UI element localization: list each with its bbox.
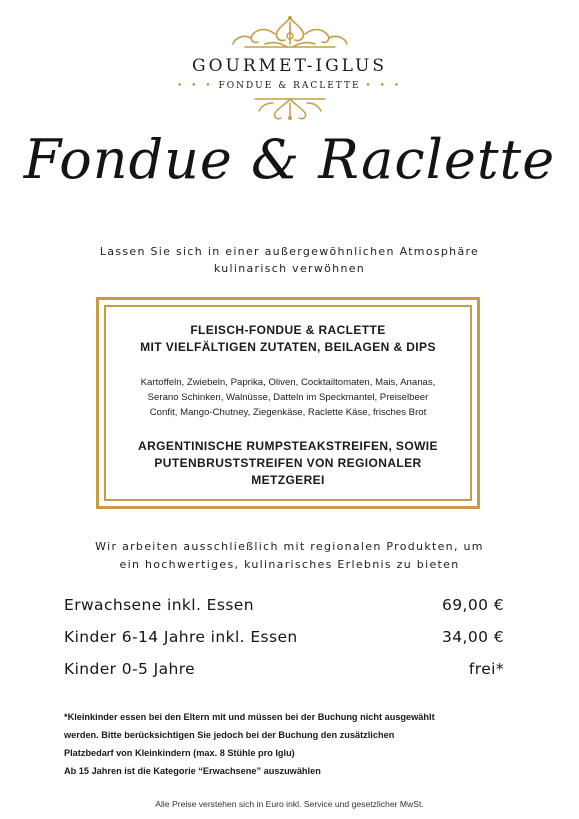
meat-line-3: METZGEREI — [251, 473, 325, 487]
ingredients-line-1: Kartoffeln, Zwiebeln, Paprika, Oliven, Cocktailtomaten, Mais, Ananas, — [140, 377, 436, 388]
footnote-line-4: Ab 15 Jahren ist die Kategorie “Erwachsene” auszuwählen — [64, 766, 321, 776]
dots-right: • • • — [365, 81, 403, 91]
logo-ornament-bottom — [0, 95, 579, 125]
crown-ornament-icon — [225, 14, 355, 54]
footnote-line-2: werden. Bitte berücksichtigen Sie jedoch bei der Buchung den zusätzlichen — [64, 730, 395, 740]
ingredients-line-3: Confit, Mango-Chutney, Ziegenkäse, Raclette Käse, frisches Brot — [149, 407, 427, 418]
brand-name: GOURMET-IGLUS — [192, 56, 387, 76]
logo-ornament-top — [0, 14, 579, 58]
menu-ingredients — [110, 375, 466, 420]
price-value: 34,00 € — [442, 628, 504, 646]
menu-heading-line-2: MIT VIELFÄLTIGEN ZUTATEN, BEILAGEN & DIPS — [140, 340, 436, 354]
meat-line-1: ARGENTINISCHE RUMPSTEAKSTREIFEN, SOWIE — [138, 439, 438, 453]
price-disclaimer: Alle Preise verstehen sich in Euro inkl. Service und gesetzlicher MwSt. — [155, 799, 424, 809]
regional-note-line-2: ein hochwertiges, kulinarisches Erlebnis zu bieten — [119, 558, 460, 571]
regional-note-line-1: Wir arbeiten ausschließlich mit regionalen Produkten, um — [95, 540, 484, 553]
dots-left: • • • — [176, 81, 214, 91]
price-value: 69,00 € — [442, 596, 504, 614]
price-value: frei* — [468, 660, 504, 678]
meat-heading — [110, 438, 466, 489]
menu-box-content — [110, 322, 466, 489]
intro-line-1: Lassen Sie sich in einer außergewöhnlichen Atmosphäre — [99, 245, 480, 258]
footnote-line-3: Platzbedarf von Kleinkindern (max. 8 Stühle pro Iglu) — [64, 748, 295, 758]
meat-line-2: PUTENBRUSTSTREIFEN VON REGIONALER — [154, 456, 422, 470]
footnote — [64, 708, 534, 780]
footnote-line-1: *Kleinkinder essen bei den Eltern mit und müssen bei der Buchung nicht ausgewählt — [64, 712, 435, 722]
price-label: Kinder 0-5 Jahre — [64, 660, 196, 678]
brand-subtitle-text: FONDUE & RACLETTE — [218, 81, 361, 91]
menu-heading-line-1: FLEISCH-FONDUE & RACLETTE — [190, 323, 386, 337]
menu-heading — [110, 322, 466, 356]
regional-note — [30, 538, 549, 574]
ingredients-line-2: Serano Schinken, Walnüsse, Datteln im Speckmantel, Preiselbeer — [147, 392, 429, 403]
page-title: Fondue & Raclette — [23, 128, 556, 191]
price-label: Kinder 6-14 Jahre inkl. Essen — [64, 628, 298, 646]
scroll-ornament-icon — [245, 95, 335, 121]
intro-line-2: kulinarisch verwöhnen — [213, 262, 366, 275]
brand-subtitle — [0, 81, 579, 91]
price-label: Erwachsene inkl. Essen — [64, 596, 254, 614]
intro-text — [40, 243, 539, 277]
